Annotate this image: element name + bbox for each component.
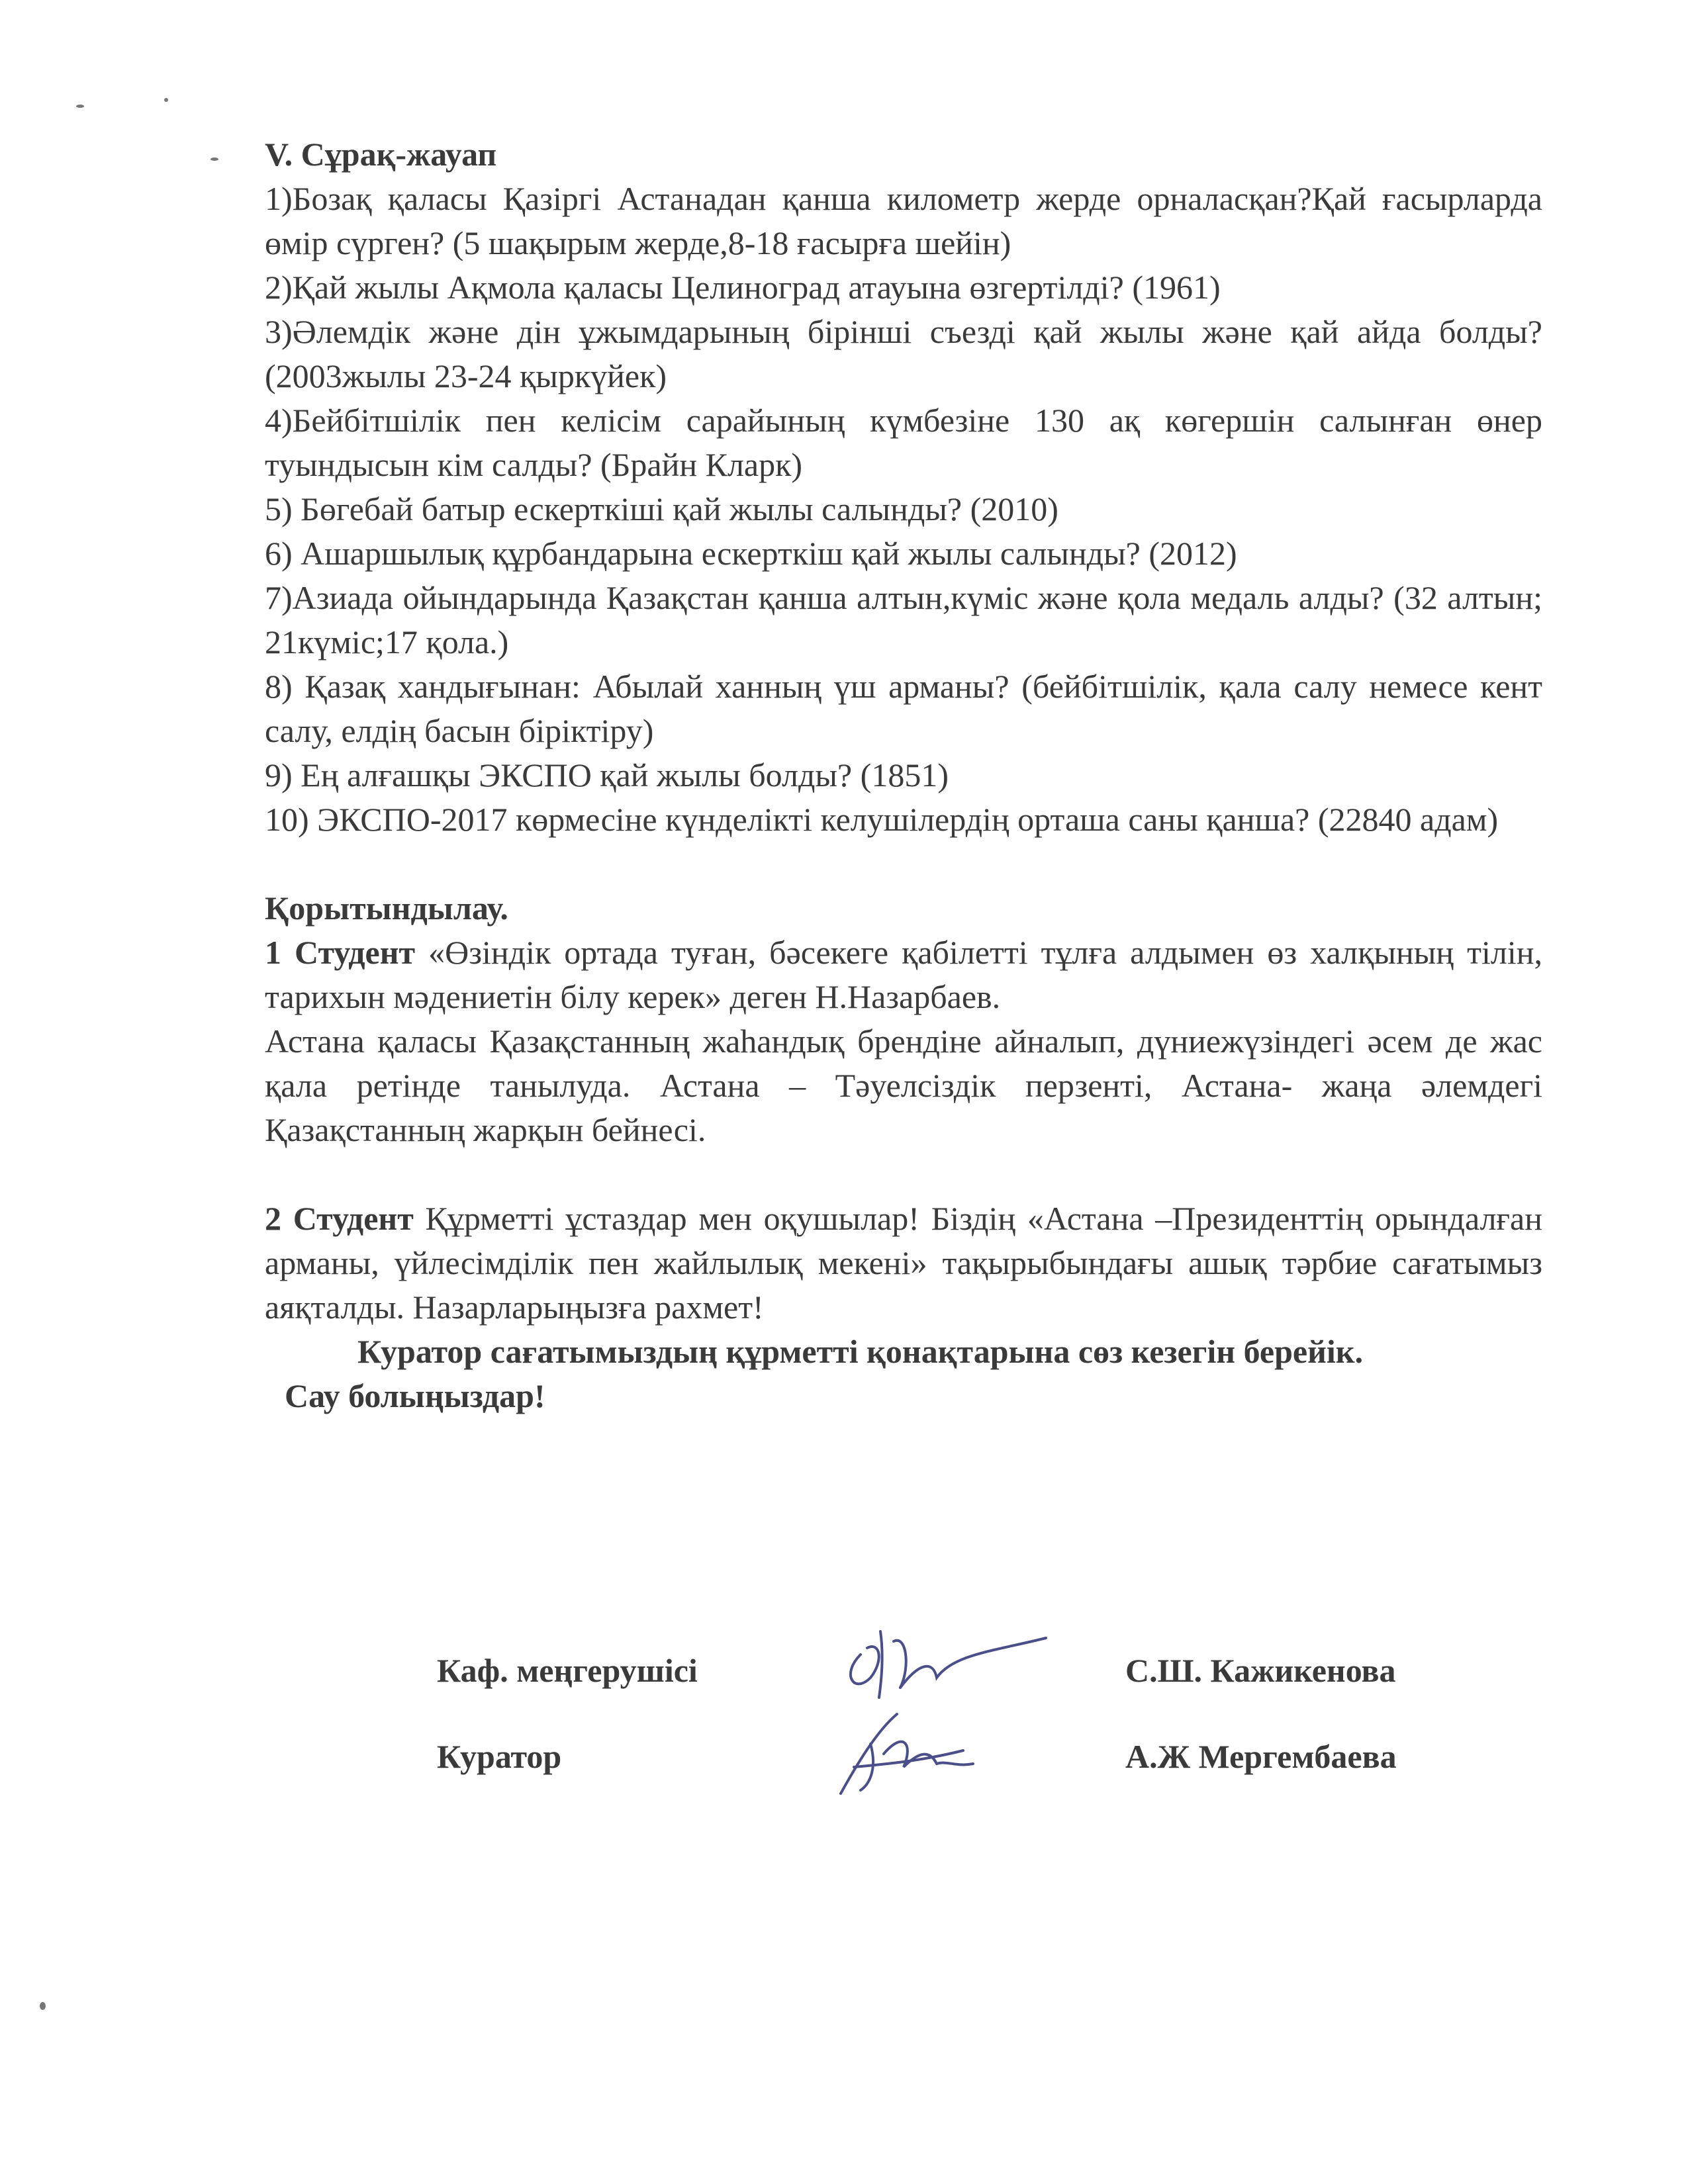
question-item: 10) ЭКСПО-2017 көрмесіне күнделікті келушілердің орташа саны қанша? (22840 адам): [265, 801, 1499, 838]
closing-remarks: [265, 1330, 1542, 1418]
document-body: [265, 132, 1542, 1418]
signature-role: Куратор: [437, 1738, 562, 1775]
question-item: 7)Азиада ойындарында Қазақстан қанша алтын,күміс және қола медаль алды? (32 алтын; 21күміс;17 қола.): [265, 579, 1542, 660]
scan-speck: [40, 2002, 46, 2010]
handwritten-signature-curator: [831, 1704, 990, 1803]
question-item: 8) Қазақ хандығынан: Абылай ханның үш арманы? (бейбітшілік, қала салу немесе кент салу, елдің басын біріктіру): [265, 668, 1542, 749]
closing-line-2: Сау болыңыздар!: [285, 1377, 545, 1414]
signature-role: Каф. меңгерушісі: [437, 1652, 698, 1689]
signature-name: С.Ш. Кажикенова: [1125, 1652, 1396, 1689]
scan-speck: [76, 105, 84, 108]
question-item: 2)Қай жылы Ақмола қаласы Целиноград атауына өзгертілді? (1961): [265, 269, 1221, 306]
summary-title: Қорытындылау.: [265, 889, 508, 927]
student1-label: 1 Студент: [265, 934, 416, 971]
question-item: 9) Ең алғашқы ЭКСПО қай жылы болды? (1851): [265, 756, 949, 794]
question-list: [265, 177, 1542, 842]
question-item: 4)Бейбітшілік пен келісім сарайының күмбезіне 130 ақ көгершін салынған өнер туындысын кім салды? (Брайн Кларк): [265, 402, 1542, 483]
scan-speck: [164, 98, 168, 102]
closing-line-1: Куратор сағатымыздың құрметті қонақтарына сөз кезегін берейік.: [357, 1333, 1364, 1370]
student1-text: Астана қаласы Қазақстанның жаһандық брендіне айналып, дүниежүзіндегі әсем де жас қала ретінде танылуда. Астана – Тәуелсіздік перзенті, Астана- жаңа әлемдегі Қазақстанның жарқын бейнесі.: [265, 1023, 1542, 1148]
student2-text: Құрметті ұстаздар мен оқушылар! Біздің «Астана –Президенттің орындалған арманы, үйлесімділік пен жайлылық мекені» тақырыбындағы ашық тәрбие сағатымыз аяқталды. Назарларыңызға рахмет!: [265, 1200, 1542, 1326]
handwritten-signature-head: [834, 1615, 1053, 1714]
student2-label: 2 Студент: [265, 1200, 414, 1237]
section-title: V. Сұрақ-жауап: [265, 136, 497, 173]
scan-speck: [211, 158, 218, 161]
question-item: 3)Әлемдік және дін ұжымдарының бірінші съезді қай жылы және қай айда болды? (2003жылы 23-24 қыркүйек): [265, 313, 1542, 394]
question-item: 5) Бөгебай батыр ескерткіші қай жылы салынды? (2010): [265, 490, 1058, 527]
student1-paragraph: [265, 931, 1542, 1019]
student2-paragraph: [265, 1197, 1542, 1330]
signature-name: А.Ж Мергембаева: [1125, 1738, 1397, 1775]
question-item: 1)Бозақ қаласы Қазіргі Астанадан қанша километр жерде орналасқан?Қай ғасырларда өмір сүрген? (5 шақырым жерде,8-18 ғасырға шейін): [265, 180, 1542, 261]
student1-quote: «Өзіндік ортада туған, бәсекеге қабілетті тұлға алдымен өз халқының тілін, тарихын мәдениетін білу керек» деген Н.Назарбаев.: [265, 934, 1542, 1015]
question-item: 6) Ашаршылық құрбандарына ескерткіш қай жылы салынды? (2012): [265, 535, 1237, 572]
